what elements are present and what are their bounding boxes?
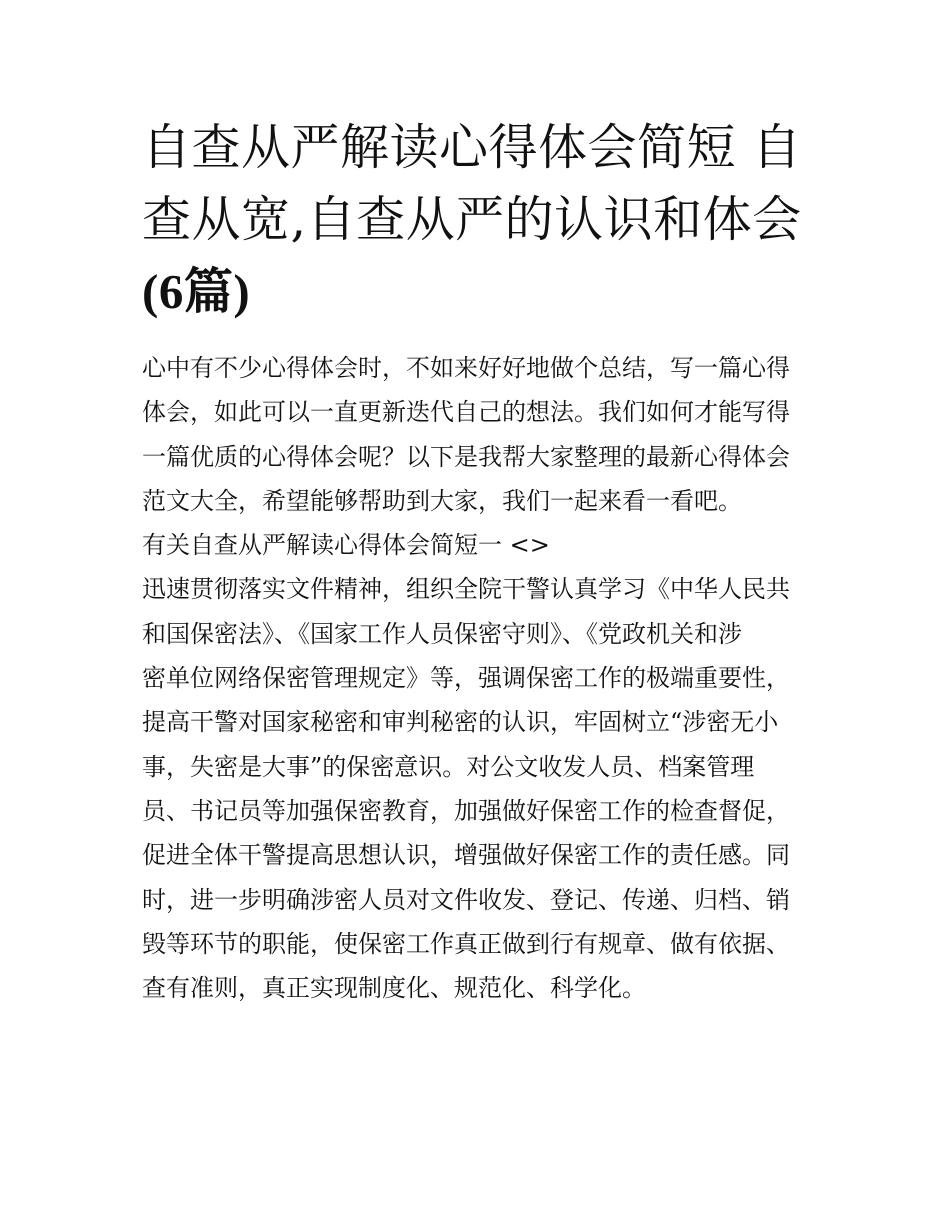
section-line-3: 密单位网络保密管理规定》等，强调保密工作的极端重要性， bbox=[142, 664, 790, 693]
intro-line-2: 体会，如此可以一直更新迭代自己的想法。我们如何才能写得 bbox=[142, 398, 790, 427]
section-line-7: 促进全体干警提高思想认识，增强做好保密工作的责任感。同 bbox=[142, 841, 790, 870]
section-line-9: 毁等环节的职能，使保密工作真正做到行有规章、做有依据、 bbox=[142, 929, 790, 958]
intro-line-1: 心中有不少心得体会时，不如来好好地做个总结，写一篇心得 bbox=[142, 354, 790, 382]
title-line-2: 查从宽,自查从严的认识和体会 bbox=[142, 191, 802, 248]
document-title bbox=[142, 112, 814, 328]
section-line-10: 查有准则，真正实现制度化、规范化、科学化。 bbox=[142, 974, 646, 1003]
section-line-2: 和国保密法》、《国家工作人员保密守则》、《党政机关和涉 bbox=[142, 619, 742, 648]
intro-line-3: 一篇优质的心得体会呢？以下是我帮大家整理的最新心得体会 bbox=[142, 442, 790, 471]
section-line-6: 员、书记员等加强保密教育，加强做好保密工作的检查督促， bbox=[142, 796, 790, 825]
section-line-1: 迅速贯彻落实文件精神，组织全院干警认真学习《中华人民共 bbox=[142, 575, 790, 604]
intro-paragraph bbox=[142, 346, 814, 1010]
intro-line-4: 范文大全，希望能够帮助到大家，我们一起来看一看吧。 bbox=[142, 486, 742, 515]
title-line-3: (6篇) bbox=[142, 264, 251, 319]
section-line-8: 时，进一步明确涉密人员对文件收发、登记、传递、归档、销 bbox=[142, 885, 790, 914]
section-line-4: 提高干警对国家秘密和审判秘密的认识，牢固树立“涉密无小 bbox=[142, 708, 779, 737]
section-line-5: 事，失密是大事”的保密意识。对公文收发人员、档案管理 bbox=[142, 752, 755, 781]
section-heading: 有关自查从严解读心得体会简短一 <> bbox=[142, 531, 550, 560]
title-line-1: 自查从严解读心得体会简短 自 bbox=[142, 119, 802, 176]
document-content bbox=[142, 112, 814, 1010]
